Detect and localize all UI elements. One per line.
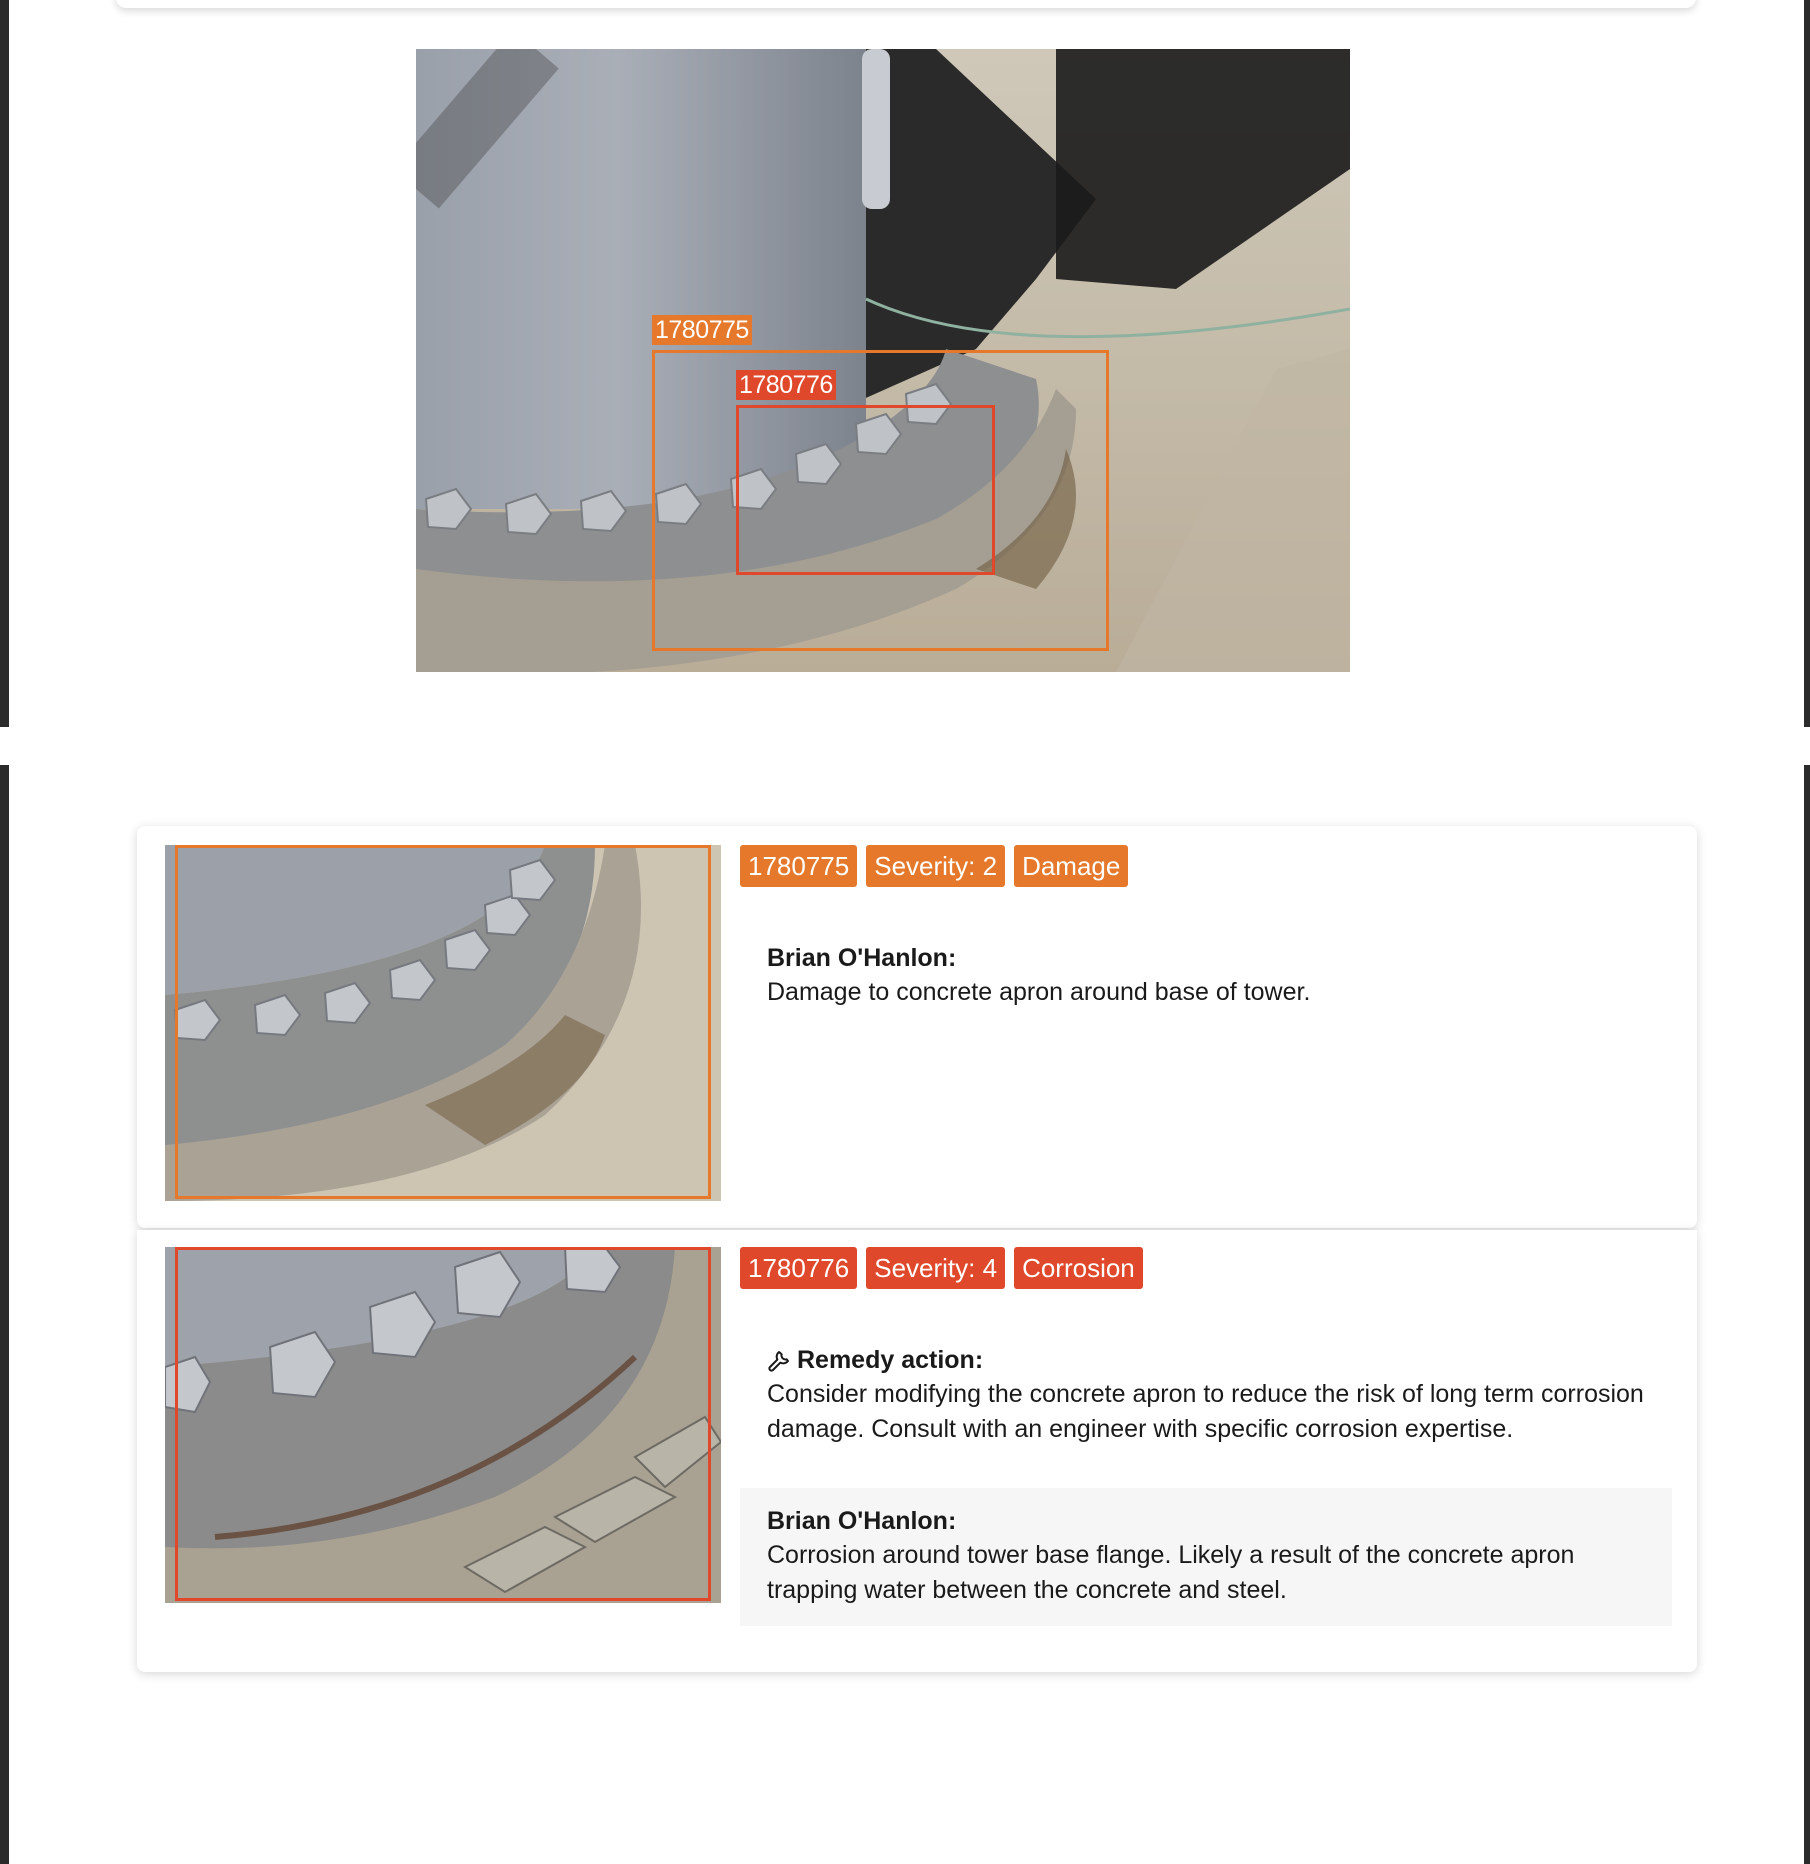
bbox-label-1780775: 1780775 <box>652 315 752 345</box>
right-border-top <box>1804 0 1810 727</box>
comment-author: Brian O'Hanlon: <box>767 1507 957 1535</box>
finding-id-badge: 1780775 <box>740 845 857 887</box>
severity-badge: Severity: 4 <box>866 1247 1005 1289</box>
previous-card-edge <box>116 0 1696 8</box>
finding-badges <box>740 845 1128 887</box>
right-border-bottom <box>1804 765 1810 1864</box>
severity-badge: Severity: 2 <box>866 845 1005 887</box>
finding-id-badge: 1780776 <box>740 1247 857 1289</box>
category-badge: Corrosion <box>1014 1247 1143 1289</box>
comment-author: Brian O'Hanlon: <box>767 944 957 972</box>
bbox-label-1780776: 1780776 <box>736 370 836 400</box>
wrench-icon <box>767 1348 791 1372</box>
finding-thumbnail[interactable] <box>165 1247 721 1603</box>
remedy-label: Remedy action: <box>797 1346 984 1374</box>
comment <box>740 925 1672 1028</box>
category-badge: Damage <box>1014 845 1128 887</box>
finding-thumbnail[interactable] <box>165 845 721 1201</box>
finding-card-1780775 <box>137 826 1697 1228</box>
comment-text: Damage to concrete apron around base of tower. <box>767 978 1311 1006</box>
left-border-top <box>0 0 9 727</box>
comment-text: Corrosion around tower base flange. Likely a result of the concrete apron trapping water between the concrete and steel. <box>767 1541 1575 1604</box>
remedy-text: Consider modifying the concrete apron to reduce the risk of long term corrosion damage. Consult with an engineer with specific corrosion expertise. <box>767 1380 1644 1443</box>
bbox-1780776[interactable] <box>736 405 995 575</box>
finding-card-1780776 <box>137 1230 1697 1672</box>
finding-badges <box>740 1247 1143 1289</box>
section-gap <box>0 727 1810 765</box>
left-border-bottom <box>0 765 9 1864</box>
finding-thumbnail-frame <box>175 1247 711 1601</box>
finding-thumbnail-frame <box>175 845 711 1199</box>
comment <box>740 1488 1672 1626</box>
remedy-action <box>740 1327 1672 1465</box>
